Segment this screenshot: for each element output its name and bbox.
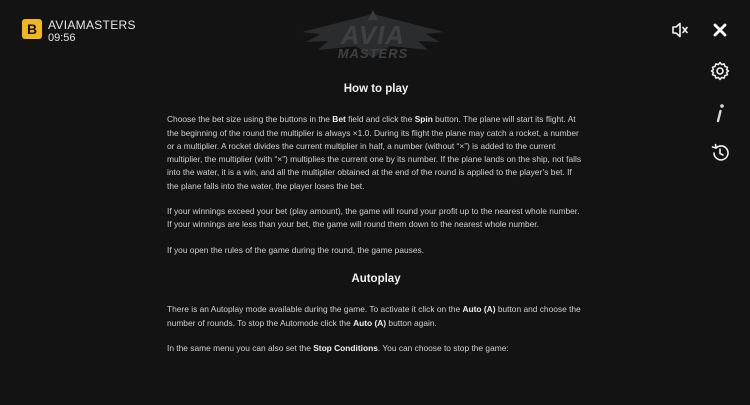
rules-text: There is an Autoplay mode available during the game. To activate it click on the <box>167 304 463 315</box>
brand-logo-badge: B <box>22 19 42 39</box>
rules-bold-text: Stop Conditions <box>313 342 378 353</box>
rules-bold-text: Auto (A) <box>462 304 496 315</box>
game-logo <box>298 8 448 64</box>
how-to-play-heading: How to play <box>343 83 409 95</box>
info-button[interactable] <box>708 101 732 125</box>
rules-text: In the same menu you can also set the <box>167 342 314 353</box>
app-title: AVIAMASTERS <box>48 18 136 32</box>
gear-icon <box>710 61 730 81</box>
autoplay-heading: Autoplay <box>351 272 401 285</box>
top-bar <box>0 0 750 61</box>
rules-paragraph-2: If your winnings exceed your bet (play amount), the game will round your profit up to the nearest whole number. If your winnings are less than your bet, the game will round them down to the nearest whole number. <box>167 206 580 230</box>
clock-time: 09:56 <box>48 32 76 44</box>
rules-text: field and click the <box>345 114 415 125</box>
rules-paragraph-1 <box>167 113 585 193</box>
rules-bold-text: Bet <box>332 114 346 125</box>
rules-text: . You can choose to stop the game: <box>377 342 509 353</box>
mute-button[interactable] <box>668 18 692 42</box>
rules-content <box>167 83 585 367</box>
rules-paragraph-5 <box>167 342 585 355</box>
logo-text-masters: MASTERS <box>337 46 409 61</box>
rules-text: button again. <box>386 317 437 328</box>
logo-text-avia: AVIA <box>340 20 406 50</box>
rules-bold-text: Spin <box>414 114 433 125</box>
rules-paragraph-3: If you open the rules of the game during the round, the game pauses. <box>167 244 425 255</box>
close-icon <box>713 23 727 37</box>
rules-text: Choose the bet size using the buttons in the <box>167 114 333 125</box>
rules-paragraph-4 <box>167 303 585 330</box>
rules-bold-text: Auto (A) <box>353 317 387 328</box>
rules-text: button. The plane will start its flight. At the beginning of the round the multiplier is always ×1.0. During its flight the plane may catch a rocket, a number or a multiplier. A rocket divides the current multiplier in half, a number (without “×”) is added to the current multiplier, the multiplier (with “×”) multiplies the current one by its number. If the plane lands on the ship, not falls into the water, it is a win, and all the multiplier obtained at the end of the round is applied to the player’s bet. If the plane falls into the water, the player loses the bet. <box>167 114 582 191</box>
sound-muted-icon <box>671 22 689 38</box>
rules-text: button and choose the number of rounds. To stop the Automode click the <box>167 304 581 328</box>
info-icon <box>714 103 726 123</box>
settings-button[interactable] <box>708 59 732 83</box>
close-button[interactable] <box>708 18 732 42</box>
history-icon <box>710 143 730 163</box>
history-button[interactable] <box>708 141 732 165</box>
